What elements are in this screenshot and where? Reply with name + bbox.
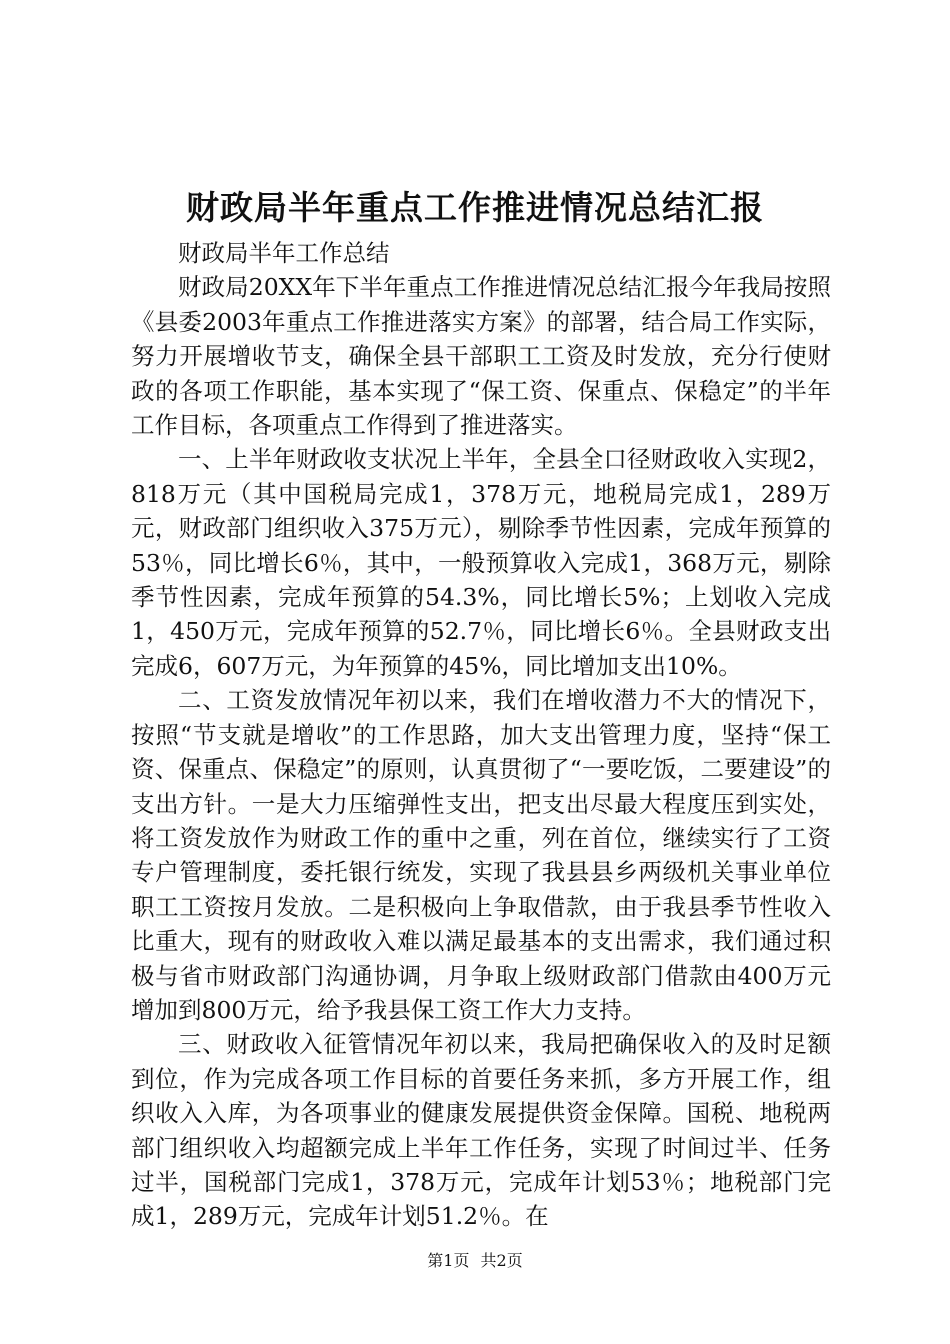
page-footer: [0, 1251, 950, 1271]
paragraph-subtitle: 财政局半年工作总结: [178, 239, 390, 267]
paragraph-section-3: 三、财政收入征管情况年初以来，我局把确保收入的及时足额到位，作为完成各项工作目标的首要任务来抓，多方开展工作，组织收入入库，为各项事业的健康发展提供资金保障。国税、地税两部门组织收入均超额完成上半年工作任务，实现了时间过半、任务过半，国税部门完成1，378万元，完成年计划53％；地税部门完成1，289万元，完成年计划51.2％。在: [131, 1030, 831, 1231]
page-number: 第1页: [427, 1251, 470, 1270]
paragraph-section-2: 二、工资发放情况年初以来，我们在增收潜力不大的情况下，按照“节支就是增收”的工作思路，加大支出管理力度，坚持“保工资、保重点、保稳定”的原则，认真贯彻了“一要吃饭，二要建设”的支出方针。一是大力压缩弹性支出，把支出尽最大程度压到实处，将工资发放作为财政工作的重中之重，列在首位，继续实行了工资专户管理制度，委托银行统发，实现了我县县乡两级机关事业单位职工工资按月发放。二是积极向上争取借款，由于我县季节性收入比重大，现有的财政收入难以满足最基本的支出需求，我们通过积极与省市财政部门沟通协调，月争取上级财政部门借款由400万元增加到800万元，给予我县保工资工作大力支持。: [131, 686, 831, 1024]
document-body: [131, 236, 831, 1234]
paragraph-intro: 财政局20XX年下半年重点工作推进情况总结汇报今年我局按照《县委2003年重点工作推进落实方案》的部署，结合局工作实际，努力开展增收节支，确保全县干部职工工资及时发放，充分行使财政的各项工作职能，基本实现了“保工资、保重点、保稳定”的半年工作目标，各项重点工作得到了推进落实。: [131, 273, 831, 440]
paragraph-section-1: 一、上半年财政收支状况上半年，全县全口径财政收入实现2，818万元（其中国税局完成1，378万元，地税局完成1，289万元，财政部门组织收入375万元），剔除季节性因素，完成年预算的53％，同比增长6％，其中，一般预算收入完成1，368万元，剔除季节性因素，完成年预算的54.3%，同比增长5%；上划收入完成1，450万元，完成年预算的52.7％，同比增长6％。全县财政支出完成6，607万元，为年预算的45%，同比增加支出10%。: [131, 445, 831, 680]
document-title: 财政局半年重点工作推进情况总结汇报: [186, 188, 764, 227]
page-total: 共2页: [480, 1251, 523, 1270]
